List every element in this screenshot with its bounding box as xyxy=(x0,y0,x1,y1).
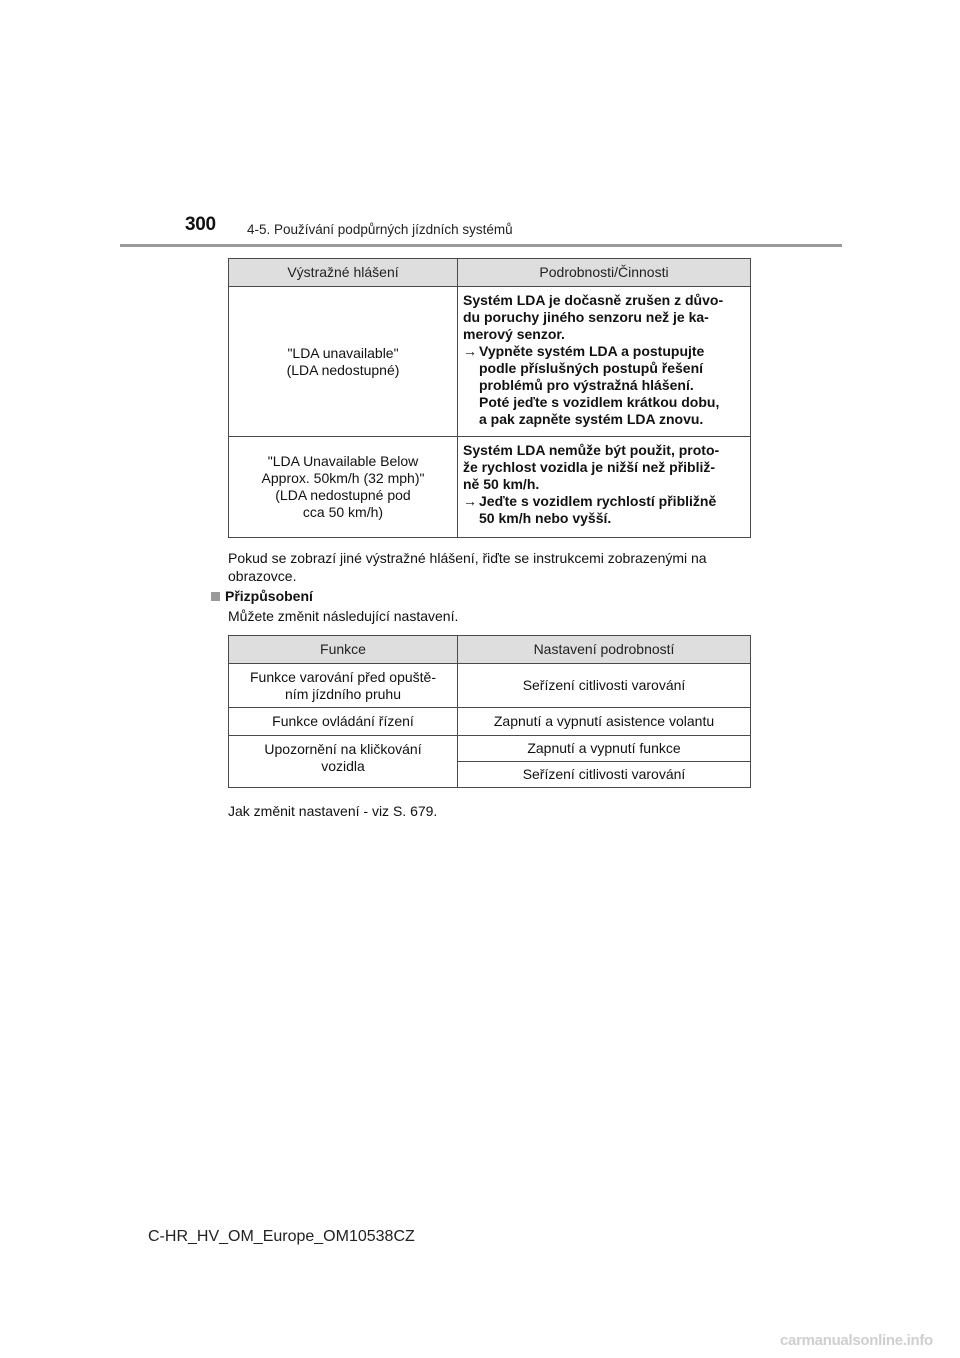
detail-line: Systém LDA je dočasně zrušen z důvo- xyxy=(463,292,724,308)
action-line xyxy=(463,343,747,360)
settings-table xyxy=(228,635,751,788)
function-cell xyxy=(229,736,458,788)
action-text: 50 km/h nebo vyšší. xyxy=(479,510,612,526)
setting-cell: Zapnutí a vypnutí funkce xyxy=(458,736,751,762)
detail-line: Systém LDA nemůže být použit, proto- xyxy=(463,442,720,458)
details-cell xyxy=(458,437,751,538)
note-text: Pokud se zobrazí jiné výstražné hlášení, řiďte se instrukcemi zobrazenými na obrazovce. xyxy=(228,550,707,584)
table-row xyxy=(229,664,751,708)
function-line: ním jízdního pruhu xyxy=(285,685,401,702)
action-text: Poté jeďte s vozidlem krátkou dobu, xyxy=(479,394,720,410)
function-cell: Funkce ovládání řízení xyxy=(229,708,458,736)
detail-line: du poruchy jiného senzoru než je ka- xyxy=(463,309,709,325)
section-heading xyxy=(211,588,313,604)
column-header: Podrobnosti/Činnosti xyxy=(458,259,751,287)
chapter-title: 4-5. Používání podpůrných jízdních systémů xyxy=(247,222,513,237)
action-text: podle příslušných postupů řešení xyxy=(479,360,704,376)
warning-messages-table xyxy=(228,258,751,538)
message-line: cca 50 km/h) xyxy=(302,504,384,520)
action-line xyxy=(463,510,747,527)
table-row xyxy=(229,708,751,736)
reference-text: Jak změnit nastavení - viz S. 679. xyxy=(228,803,438,819)
detail-line: že rychlost vozidla je nižší než přibliž- xyxy=(463,459,716,475)
table-row xyxy=(229,736,751,762)
warning-message-cell xyxy=(229,287,458,437)
table-row xyxy=(229,287,751,437)
action-line xyxy=(463,394,747,411)
message-line: (LDA nedostupné pod xyxy=(275,487,411,503)
function-line: Funkce varování před opuště- xyxy=(250,668,436,685)
action-line xyxy=(463,493,747,510)
page-number: 300 xyxy=(185,214,216,235)
message-line: "LDA Unavailable Below xyxy=(267,453,419,469)
setting-cell: Zapnutí a vypnutí asistence volantu xyxy=(458,708,751,736)
column-header: Výstražné hlášení xyxy=(229,259,458,287)
setting-cell: Seřízení citlivosti varování xyxy=(458,664,751,708)
detail-line: ně 50 km/h. xyxy=(463,476,540,492)
watermark: carmanualsonline.info xyxy=(780,1332,933,1349)
detail-line: merový senzor. xyxy=(463,326,565,342)
action-line xyxy=(463,411,747,428)
table-header-row xyxy=(229,636,751,664)
setting-cell: Seřízení citlivosti varování xyxy=(458,762,751,788)
action-text: Jeďte s vozidlem rychlostí přibližně xyxy=(479,493,717,509)
table-row xyxy=(229,437,751,538)
message-line: Approx. 50km/h (32 mph)" xyxy=(261,470,425,486)
action-text: Vypněte systém LDA a postupujte xyxy=(479,343,705,359)
action-line xyxy=(463,377,747,394)
section-heading-text: Přizpůsobení xyxy=(225,588,313,604)
function-line: Upozornění na kličkování xyxy=(264,741,422,757)
section-text: Můžete změnit následující nastavení. xyxy=(228,608,459,624)
function-cell xyxy=(229,664,458,708)
message-line: "LDA unavailable" xyxy=(287,344,399,361)
warning-message-cell xyxy=(229,437,458,538)
document-code: C-HR_HV_OM_Europe_OM10538CZ xyxy=(148,1228,415,1245)
arrow-right-icon: → xyxy=(463,343,477,359)
function-line: vozidla xyxy=(321,758,365,774)
square-bullet-icon xyxy=(211,592,220,601)
message-line: (LDA nedostupné) xyxy=(286,361,400,378)
action-text: a pak zapněte systém LDA znovu. xyxy=(479,411,704,427)
column-header: Funkce xyxy=(229,636,458,664)
arrow-right-icon: → xyxy=(463,493,477,509)
header-divider xyxy=(120,244,842,247)
action-line xyxy=(463,360,747,377)
action-text: problémů pro výstražná hlášení. xyxy=(479,377,694,393)
details-cell xyxy=(458,287,751,437)
column-header: Nastavení podrobností xyxy=(458,636,751,664)
table-header-row xyxy=(229,259,751,287)
